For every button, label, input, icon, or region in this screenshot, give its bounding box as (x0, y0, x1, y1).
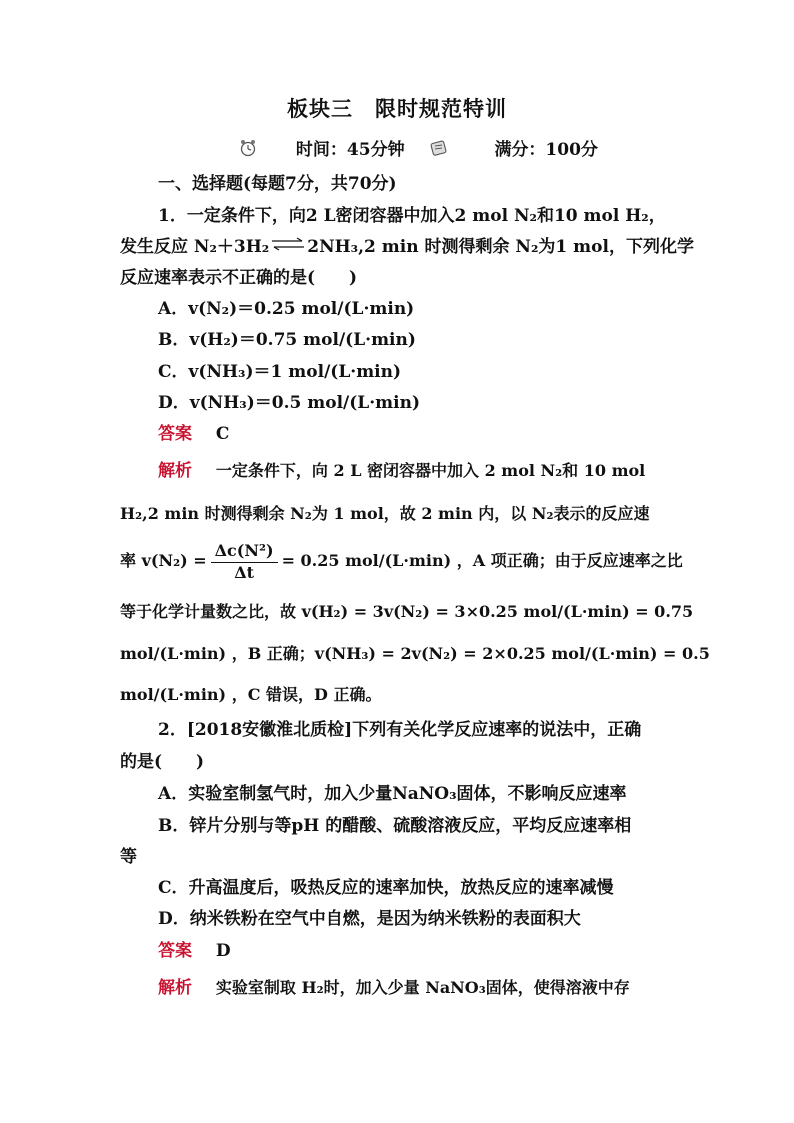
analysis-label: 解析 (158, 978, 192, 998)
fraction-numerator: Δc(N²) (211, 541, 278, 563)
rate-result: = 0.25 mol/(L·min) ，A 项正确；由于反应速率之比 (281, 551, 683, 570)
q2-option-a: A．实验室制氢气时，加入少量NaNO₃固体，不影响反应速率 (158, 784, 627, 804)
answer-label: 答案 (158, 941, 192, 961)
section-heading: 一、选择题(每题7分，共70分) (158, 174, 397, 194)
q2-option-d: D．纳米铁粉在空气中自燃，是因为纳米铁粉的表面积大 (158, 909, 581, 929)
rate-expression: 率 v(N₂) = (120, 551, 207, 570)
q1-option-c: C．v(NH₃)＝1 mol/(L·min) (158, 362, 402, 382)
q2-option-b: B．锌片分别与等pH 的醋酸、硫酸溶液反应，平均反应速率相 (158, 816, 632, 836)
full-score: 满分：100分 (494, 140, 598, 160)
q1-reaction-right: 2NH₃,2 min 时测得剩余 N₂为1 mol，下列化学 (307, 237, 694, 257)
q1-stem-line-2 (120, 236, 694, 258)
answer-label: 答案 (158, 424, 192, 444)
q1-answer (158, 423, 229, 445)
q2-analysis-line-1 (158, 977, 630, 999)
q1-analysis-line-5: mol/(L·min) ，B 正确；v(NH₃) = 2v(N₂) = 2×0.25 mol/(L·min) = 0.5 (120, 644, 710, 663)
q1-analysis-line-2: H₂,2 min 时测得剩余 N₂为 1 mol，故 2 min 内，以 N₂表示的反应速 (120, 504, 650, 523)
q1-analysis-line-6: mol/(L·min) ，C 错误，D 正确。 (120, 685, 382, 704)
q1-option-b: B．v(H₂)＝0.75 mol/(L·min) (158, 330, 416, 350)
page-title: 板块三 限时规范特训 (287, 96, 507, 121)
q1-option-d: D．v(NH₃)＝0.5 mol/(L·min) (158, 393, 421, 413)
q1-option-a: A．v(N₂)＝0.25 mol/(L·min) (158, 299, 415, 319)
analysis-text: 实验室制取 H₂时，加入少量 NaNO₃固体，使得溶液中存 (215, 978, 630, 997)
q1-reaction-left: 发生反应 N₂＋3H₂ (120, 237, 270, 257)
alarm-clock-icon (238, 138, 258, 158)
reversible-arrow-icon (270, 237, 306, 251)
q1-stem-line-3: 反应速率表示不正确的是( ) (120, 268, 358, 288)
q1-stem-line-1: 1．一定条件下，向2 L密闭容器中加入2 mol N₂和10 mol H₂， (158, 206, 666, 226)
q1-analysis-line-3 (120, 538, 683, 584)
q2-stem-line-2: 的是( ) (120, 752, 205, 772)
answer-value: C (215, 424, 230, 444)
q2-option-b-cont: 等 (120, 847, 137, 867)
scroll-icon (429, 138, 449, 158)
q2-answer (158, 940, 231, 962)
time-score-row (238, 138, 598, 161)
analysis-label: 解析 (158, 461, 192, 481)
answer-value: D (215, 941, 231, 961)
time-limit: 时间：45分钟 (295, 140, 405, 160)
analysis-text: 一定条件下，向 2 L 密闭容器中加入 2 mol N₂和 10 mol (215, 461, 646, 480)
q2-stem-line-1: 2．[2018安徽淮北质检]下列有关化学反应速率的说法中，正确 (158, 720, 642, 740)
q2-option-c: C．升高温度后，吸热反应的速率加快，放热反应的速率减慢 (158, 878, 614, 898)
q1-analysis-line-4: 等于化学计量数之比，故 v(H₂) = 3v(N₂) = 3×0.25 mol/(L·min) = 0.75 (120, 602, 694, 621)
q1-analysis-line-1 (158, 460, 645, 482)
rate-fraction (211, 541, 278, 583)
fraction-denominator: Δt (234, 562, 254, 582)
